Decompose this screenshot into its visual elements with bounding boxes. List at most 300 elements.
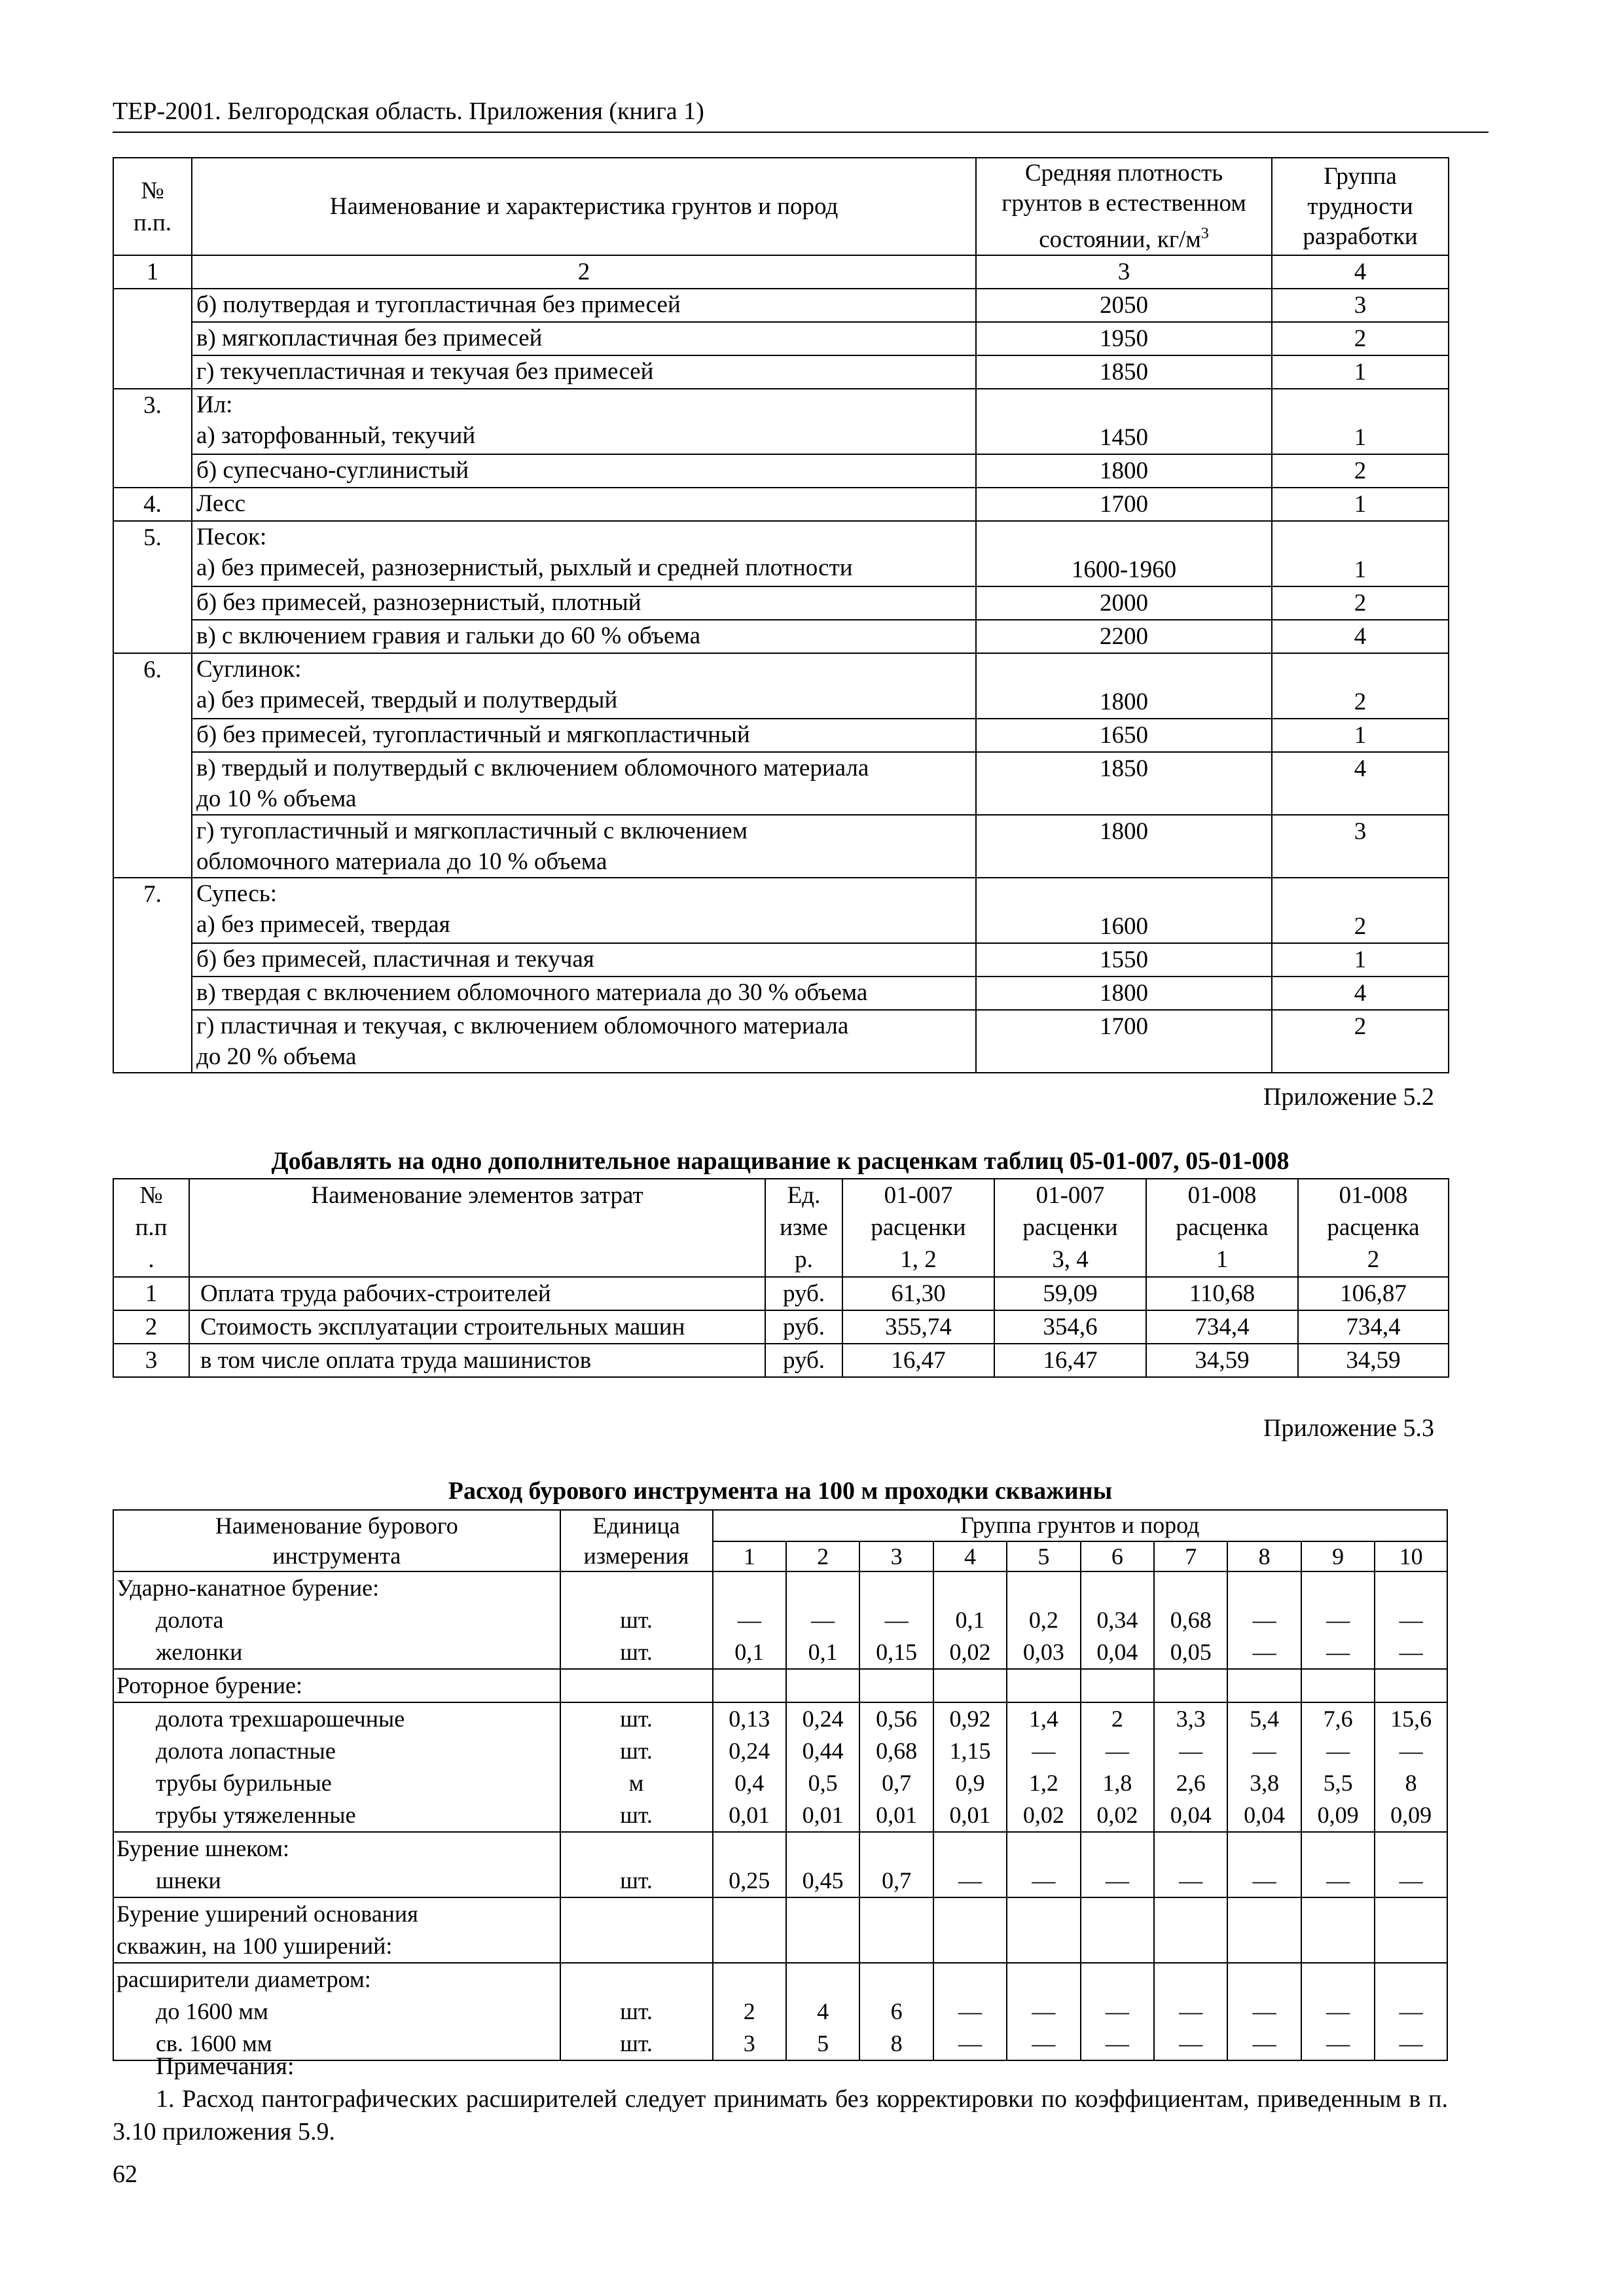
- group-value: —: [737, 1607, 761, 1633]
- group-value: —: [1032, 1867, 1056, 1893]
- unit-value: шт.: [620, 1738, 653, 1764]
- group-value: 0,2: [1028, 1607, 1058, 1633]
- cell-group-4: [933, 1963, 1007, 2060]
- cell-group-10: [1375, 1963, 1447, 2060]
- table-row: [113, 322, 1449, 355]
- cell-num: [113, 322, 192, 355]
- group-value: [860, 1964, 932, 1996]
- group-value: [713, 1964, 785, 1996]
- cell-group: 1: [1272, 488, 1449, 521]
- group-value: 7,6: [1323, 1706, 1353, 1732]
- cell-col-6: 734,4: [1146, 1310, 1298, 1344]
- col-rate-01-008-2-header: 01-008 расценка 2: [1298, 1179, 1449, 1277]
- table-row: [113, 878, 1449, 943]
- group-value: 1,8: [1102, 1770, 1132, 1796]
- group-value: —: [1252, 1607, 1276, 1633]
- cell-col-7: 34,59: [1298, 1344, 1449, 1377]
- cell-density: 1800: [976, 454, 1272, 488]
- group-value: 8: [890, 2030, 903, 2056]
- group-value: 0,56: [876, 1706, 918, 1732]
- group-value: —: [1326, 1738, 1350, 1764]
- group-value: —: [1105, 1867, 1129, 1893]
- cell-tool-names: [113, 1669, 560, 1702]
- group-value: [934, 1670, 1006, 1702]
- group-value: 0,02: [1022, 1802, 1064, 1828]
- cell-group-8: [1227, 1897, 1301, 1963]
- tool-name: Роторное бурение:: [117, 1672, 303, 1698]
- col-num-header: № п.п .: [113, 1179, 189, 1277]
- group-value: 0,9: [955, 1770, 985, 1796]
- table-row: [113, 389, 1449, 454]
- cell-group-2: [786, 1571, 859, 1669]
- group-value: [787, 1833, 859, 1865]
- group-value: 0,01: [949, 1802, 991, 1828]
- group-value: —: [1105, 2030, 1129, 2056]
- group-value: 1,4: [1028, 1706, 1058, 1732]
- appendix-5-3-title: Расход бурового инструмента на 100 м проходки скважины: [448, 1477, 1113, 1505]
- group-value: [860, 1833, 932, 1865]
- tool-name: желонки: [156, 1639, 243, 1665]
- group-value: 0,1: [808, 1639, 838, 1665]
- cell-group-6: [1081, 1571, 1154, 1669]
- cell-num: [113, 943, 192, 977]
- cell-group: 3: [1272, 815, 1449, 878]
- cell-density: 1700: [976, 488, 1272, 521]
- cell-density: 2200: [976, 620, 1272, 653]
- group-value: [1155, 1833, 1227, 1865]
- group-value: [1302, 1930, 1374, 1962]
- group-value: 0,02: [1096, 1802, 1138, 1828]
- cell-num: [113, 454, 192, 488]
- unit-value: [565, 1572, 708, 1604]
- soil-group-5: 5: [1007, 1541, 1080, 1572]
- cell-group-9: [1301, 1832, 1375, 1897]
- cell-group-2: [786, 1963, 859, 2060]
- cell-num: [113, 1010, 192, 1073]
- cell-name: г) пластичная и текучая, с включением обломочного материала до 20 % объема: [192, 1010, 976, 1073]
- cell-group-8: [1227, 1702, 1301, 1832]
- cell-group: 2: [1272, 586, 1449, 620]
- page-number: 62: [113, 2161, 137, 2188]
- group-value: [713, 1930, 785, 1962]
- group-value: [713, 1670, 785, 1702]
- table-row: [113, 653, 1449, 719]
- unit-value: шт.: [620, 1639, 653, 1665]
- column-number-row: [113, 255, 1449, 289]
- group-value: [1375, 1930, 1447, 1962]
- table-row: [113, 1963, 1447, 2060]
- group-value: [934, 1898, 1006, 1930]
- cell-tool-names: [113, 1897, 560, 1963]
- tool-name: трубы утяжеленные: [156, 1802, 356, 1828]
- table-row: [113, 1571, 1447, 1669]
- cell-col-3: руб.: [765, 1310, 842, 1344]
- cell-group: 1: [1272, 943, 1449, 977]
- cell-density: 1600-1960: [976, 521, 1272, 586]
- cell-density: 1850: [976, 752, 1272, 815]
- cell-name: Супесь: а) без примесей, твердая: [192, 878, 976, 943]
- cell-group-6: [1081, 1832, 1154, 1897]
- cell-name: в) мягкопластичная без примесей: [192, 322, 976, 355]
- col-unit-header: Единица измерения: [560, 1510, 713, 1571]
- table-row: [113, 1277, 1449, 1310]
- cell-name: б) без примесей, тугопластичный и мягкопластичный: [192, 719, 976, 752]
- table-row: [113, 977, 1449, 1010]
- group-value: 5,4: [1250, 1706, 1280, 1732]
- cell-group-10: [1375, 1669, 1447, 1702]
- group-value: —: [1252, 1998, 1276, 2024]
- note-1: 1. Расход пантографических расширителей следует принимать без корректировки по коэффициентам, приведенным в п. 3.10 приложения 5.9.: [113, 2085, 1448, 2145]
- group-value: 0,4: [734, 1770, 765, 1796]
- cell-group-1: [713, 1897, 786, 1963]
- cell-group-4: [933, 1669, 1007, 1702]
- cell-name: б) без примесей, пластичная и текучая: [192, 943, 976, 977]
- group-value: [1228, 1572, 1300, 1604]
- cell-density: 1800: [976, 653, 1272, 719]
- cell-group-5: [1007, 1897, 1080, 1963]
- tool-name: долота: [156, 1607, 224, 1633]
- group-value: [1155, 1898, 1227, 1930]
- cell-num: [113, 815, 192, 878]
- cell-density: 1700: [976, 1010, 1272, 1073]
- cell-density: 1850: [976, 355, 1272, 389]
- group-value: 0,15: [876, 1639, 918, 1665]
- cell-name: б) полутвердая и тугопластичная без примесей: [192, 289, 976, 322]
- group-value: [1007, 1898, 1079, 1930]
- cell-num: [113, 586, 192, 620]
- unit-value: шт.: [620, 2030, 653, 2056]
- drilling-tool-table: [113, 1509, 1448, 2061]
- table-row: [113, 943, 1449, 977]
- group-value: —: [1032, 2030, 1056, 2056]
- colnum-1: 1: [113, 255, 192, 289]
- group-value: —: [1399, 1738, 1423, 1764]
- cell-name: в) с включением гравия и гальки до 60 % объема: [192, 620, 976, 653]
- col-unit-header: Ед. изме р.: [765, 1179, 842, 1277]
- cell-num: 6.: [113, 653, 192, 719]
- cell-density: 1950: [976, 322, 1272, 355]
- cell-name: в) твердая с включением обломочного материала до 30 % объема: [192, 977, 976, 1010]
- soil-group-7: 7: [1154, 1541, 1227, 1572]
- cell-col-4: 16,47: [842, 1344, 994, 1377]
- cell-group-3: [859, 1897, 933, 1963]
- group-value: [934, 1833, 1006, 1865]
- table-row: [113, 1344, 1449, 1377]
- cell-density: 2050: [976, 289, 1272, 322]
- unit-value: м: [628, 1770, 644, 1796]
- cell-density: 2000: [976, 586, 1272, 620]
- cell-group-4: [933, 1897, 1007, 1963]
- header-rule: [113, 132, 1489, 133]
- group-value: [1375, 1898, 1447, 1930]
- group-value: 15,6: [1390, 1706, 1432, 1732]
- cell-group-8: [1227, 1963, 1301, 2060]
- soil-group-9: 9: [1301, 1541, 1375, 1572]
- group-value: 0,05: [1170, 1639, 1212, 1665]
- cell-density: 1600: [976, 878, 1272, 943]
- cell-col-4: 61,30: [842, 1277, 994, 1310]
- cell-density: 1450: [976, 389, 1272, 454]
- col-item-header: Наименование элементов затрат: [189, 1179, 765, 1277]
- cell-group-9: [1301, 1571, 1375, 1669]
- group-value: —: [884, 1607, 909, 1633]
- cell-tool-names: [113, 1963, 560, 2060]
- group-value: [1228, 1930, 1300, 1962]
- cell-units: [560, 1963, 713, 2060]
- group-value: —: [958, 2030, 982, 2056]
- unit-value: [565, 1964, 708, 1996]
- colnum-3: 3: [976, 255, 1272, 289]
- cell-col-2: Стоимость эксплуатации строительных машин: [189, 1310, 765, 1344]
- tool-name: трубы бурильные: [156, 1770, 332, 1796]
- group-value: 0,01: [729, 1802, 770, 1828]
- group-value: —: [1252, 2030, 1276, 2056]
- cell-group-8: [1227, 1669, 1301, 1702]
- soil-group-4: 4: [933, 1541, 1007, 1572]
- group-value: [1302, 1572, 1374, 1604]
- soil-group-3: 3: [859, 1541, 933, 1572]
- unit-value: шт.: [620, 1607, 653, 1633]
- group-value: 0,1: [734, 1639, 765, 1665]
- soil-density-table: [113, 157, 1449, 1073]
- cell-group-10: [1375, 1897, 1447, 1963]
- cell-units: [560, 1702, 713, 1832]
- cell-group: 1: [1272, 719, 1449, 752]
- group-value: [1081, 1572, 1153, 1604]
- cell-name: Ил: а) заторфованный, текучий: [192, 389, 976, 454]
- cell-group-8: [1227, 1832, 1301, 1897]
- group-value: 0,68: [876, 1738, 918, 1764]
- table-row: [113, 355, 1449, 389]
- group-value: [1155, 1572, 1227, 1604]
- group-value: 6: [890, 1998, 903, 2024]
- cell-group-3: [859, 1702, 933, 1832]
- soil-group-10: 10: [1375, 1541, 1447, 1572]
- group-value: 2: [1111, 1706, 1123, 1732]
- group-value: [1155, 1670, 1227, 1702]
- cell-group: 4: [1272, 977, 1449, 1010]
- group-value: 2: [743, 1998, 755, 2024]
- cell-col-7: 106,87: [1298, 1277, 1449, 1310]
- cell-num: [113, 977, 192, 1010]
- cell-group-7: [1154, 1669, 1227, 1702]
- cell-num: [113, 289, 192, 322]
- group-value: [860, 1930, 932, 1962]
- col-density-header: Средняя плотность грунтов в естественном состоянии, $кг/м^3$: [976, 158, 1272, 255]
- group-value: [1007, 1833, 1079, 1865]
- cell-group-9: [1301, 1963, 1375, 2060]
- notes-heading: Примечания:: [156, 2053, 295, 2080]
- cell-group-1: [713, 1832, 786, 1897]
- cell-tool-names: [113, 1571, 560, 1669]
- group-value: 0,24: [802, 1706, 844, 1732]
- cell-col-2: в том числе оплата труда машинистов: [189, 1344, 765, 1377]
- unit-value: [565, 1898, 708, 1930]
- cell-group-10: [1375, 1702, 1447, 1832]
- cell-num: [113, 752, 192, 815]
- cell-group-4: [933, 1832, 1007, 1897]
- table-row: [113, 1310, 1449, 1344]
- cell-col-5: 354,6: [994, 1310, 1146, 1344]
- cell-group-1: [713, 1702, 786, 1832]
- col-rate-01-007-3-4-header: 01-007 расценки 3, 4: [994, 1179, 1146, 1277]
- group-value: 0,24: [729, 1738, 770, 1764]
- cell-group-3: [859, 1832, 933, 1897]
- group-value: —: [1179, 1738, 1203, 1764]
- group-value: [1007, 1670, 1079, 1702]
- col-group-header: Группа трудности разработки: [1272, 158, 1449, 255]
- cell-group: 2: [1272, 454, 1449, 488]
- group-value: —: [1326, 1607, 1350, 1633]
- cell-group-1: [713, 1963, 786, 2060]
- unit-value: шт.: [620, 1802, 653, 1828]
- cell-group-7: [1154, 1571, 1227, 1669]
- cell-group-3: [859, 1571, 933, 1669]
- cell-name: б) без примесей, разнозернистый, плотный: [192, 586, 976, 620]
- group-value: —: [811, 1607, 835, 1633]
- group-value: —: [1179, 2030, 1203, 2056]
- group-value: 0,09: [1390, 1802, 1432, 1828]
- table-row: [113, 620, 1449, 653]
- cell-group-2: [786, 1702, 859, 1832]
- group-value: [1007, 1930, 1079, 1962]
- group-value: [1228, 1898, 1300, 1930]
- group-value: [713, 1898, 785, 1930]
- group-value: 5,5: [1323, 1770, 1353, 1796]
- group-value: —: [958, 1867, 982, 1893]
- group-value: 0,44: [802, 1738, 844, 1764]
- table-row: [113, 719, 1449, 752]
- cell-group-5: [1007, 1669, 1080, 1702]
- cell-group-6: [1081, 1702, 1154, 1832]
- group-value: [1302, 1898, 1374, 1930]
- group-value: —: [1032, 1738, 1056, 1764]
- cell-group: 4: [1272, 752, 1449, 815]
- cell-col-7: 734,4: [1298, 1310, 1449, 1344]
- group-value: —: [1399, 1998, 1423, 2024]
- group-value: [1375, 1572, 1447, 1604]
- group-value: 8: [1405, 1770, 1417, 1796]
- cell-group: 2: [1272, 1010, 1449, 1073]
- cell-group: 4: [1272, 620, 1449, 653]
- group-value: [860, 1898, 932, 1930]
- cell-num: [113, 620, 192, 653]
- appendix-5-2-label: Приложение 5.2: [1263, 1083, 1434, 1111]
- cell-col-3: руб.: [765, 1344, 842, 1377]
- cell-density: 1550: [976, 943, 1272, 977]
- group-value: [1302, 1670, 1374, 1702]
- group-value: [1081, 1833, 1153, 1865]
- group-value: 1,2: [1028, 1770, 1058, 1796]
- group-value: 0,13: [729, 1706, 770, 1732]
- col-name-header: Наименование и характеристика грунтов и пород: [192, 158, 976, 255]
- table-row: [113, 1897, 1447, 1963]
- tool-name: Ударно-канатное бурение:: [117, 1575, 380, 1601]
- group-value: 3,8: [1250, 1770, 1280, 1796]
- cell-units: [560, 1897, 713, 1963]
- cell-group-10: [1375, 1832, 1447, 1897]
- col-rate-01-007-1-2-header: 01-007 расценки 1, 2: [842, 1179, 994, 1277]
- col-tool-header: Наименование бурового инструмента: [113, 1510, 560, 1571]
- cell-group-6: [1081, 1963, 1154, 2060]
- cell-group-7: [1154, 1963, 1227, 2060]
- cell-group-9: [1301, 1702, 1375, 1832]
- group-value: [1081, 1670, 1153, 1702]
- group-value: 2,6: [1176, 1770, 1206, 1796]
- cell-tool-names: [113, 1832, 560, 1897]
- cell-num: 3.: [113, 389, 192, 454]
- group-value: 4: [817, 1998, 829, 2024]
- group-value: —: [1252, 1738, 1276, 1764]
- cell-col-2: Оплата труда рабочих-строителей: [189, 1277, 765, 1310]
- group-value: [787, 1964, 859, 1996]
- tool-name: св. 1600 мм: [156, 2030, 272, 2056]
- cell-name: Суглинок: а) без примесей, твердый и полутвердый: [192, 653, 976, 719]
- cell-col-5: 59,09: [994, 1277, 1146, 1310]
- table-row: [113, 1832, 1447, 1897]
- cell-group-4: [933, 1571, 1007, 1669]
- group-value: [934, 1572, 1006, 1604]
- running-header: ТЕР-2001. Белгородская область. Приложения (книга 1): [113, 98, 704, 125]
- cell-name: г) тугопластичный и мягкопластичный с включением обломочного материала до 10 % объема: [192, 815, 976, 878]
- group-value: 0,09: [1317, 1802, 1359, 1828]
- group-value: 0,1: [955, 1607, 985, 1633]
- cell-density: 1800: [976, 815, 1272, 878]
- group-value: —: [1326, 1867, 1350, 1893]
- group-value: [934, 1964, 1006, 1996]
- cell-group: 1: [1272, 389, 1449, 454]
- group-value: [787, 1670, 859, 1702]
- group-value: [860, 1572, 932, 1604]
- table-header-row: [113, 1179, 1449, 1277]
- tool-name: долота лопастные: [156, 1738, 336, 1764]
- group-value: [787, 1898, 859, 1930]
- group-value: —: [1326, 1998, 1350, 2024]
- cell-units: [560, 1571, 713, 1669]
- cell-group-5: [1007, 1832, 1080, 1897]
- group-value: 0,45: [802, 1867, 844, 1893]
- cell-group-9: [1301, 1669, 1375, 1702]
- tool-name: расширители диаметром:: [117, 1966, 371, 1992]
- tool-name: Бурение уширений основания: [117, 1901, 418, 1927]
- cell-group-5: [1007, 1702, 1080, 1832]
- group-value: [1155, 1964, 1227, 1996]
- group-value: [1081, 1898, 1153, 1930]
- cell-name: Лесс: [192, 488, 976, 521]
- cell-num: 4.: [113, 488, 192, 521]
- tool-name: шнеки: [156, 1867, 221, 1893]
- group-value: —: [1105, 1998, 1129, 2024]
- group-value: 0,04: [1096, 1639, 1138, 1665]
- tool-name: долота трехшарошечные: [156, 1706, 405, 1732]
- cell-group-7: [1154, 1897, 1227, 1963]
- group-value: 0,34: [1096, 1607, 1138, 1633]
- group-value: —: [1252, 1639, 1276, 1665]
- group-value: [1007, 1964, 1079, 1996]
- group-value: 3,3: [1176, 1706, 1206, 1732]
- unit-value: [565, 1930, 708, 1962]
- group-value: [1375, 1833, 1447, 1865]
- cost-increment-table: [113, 1178, 1449, 1378]
- group-value: [1081, 1930, 1153, 1962]
- cell-units: [560, 1832, 713, 1897]
- tool-name: до 1600 мм: [156, 1998, 268, 2024]
- group-value: 5: [817, 2030, 829, 2056]
- group-value: —: [1399, 1867, 1423, 1893]
- cell-group-4: [933, 1702, 1007, 1832]
- cell-num: 7.: [113, 878, 192, 943]
- cell-col-4: 355,74: [842, 1310, 994, 1344]
